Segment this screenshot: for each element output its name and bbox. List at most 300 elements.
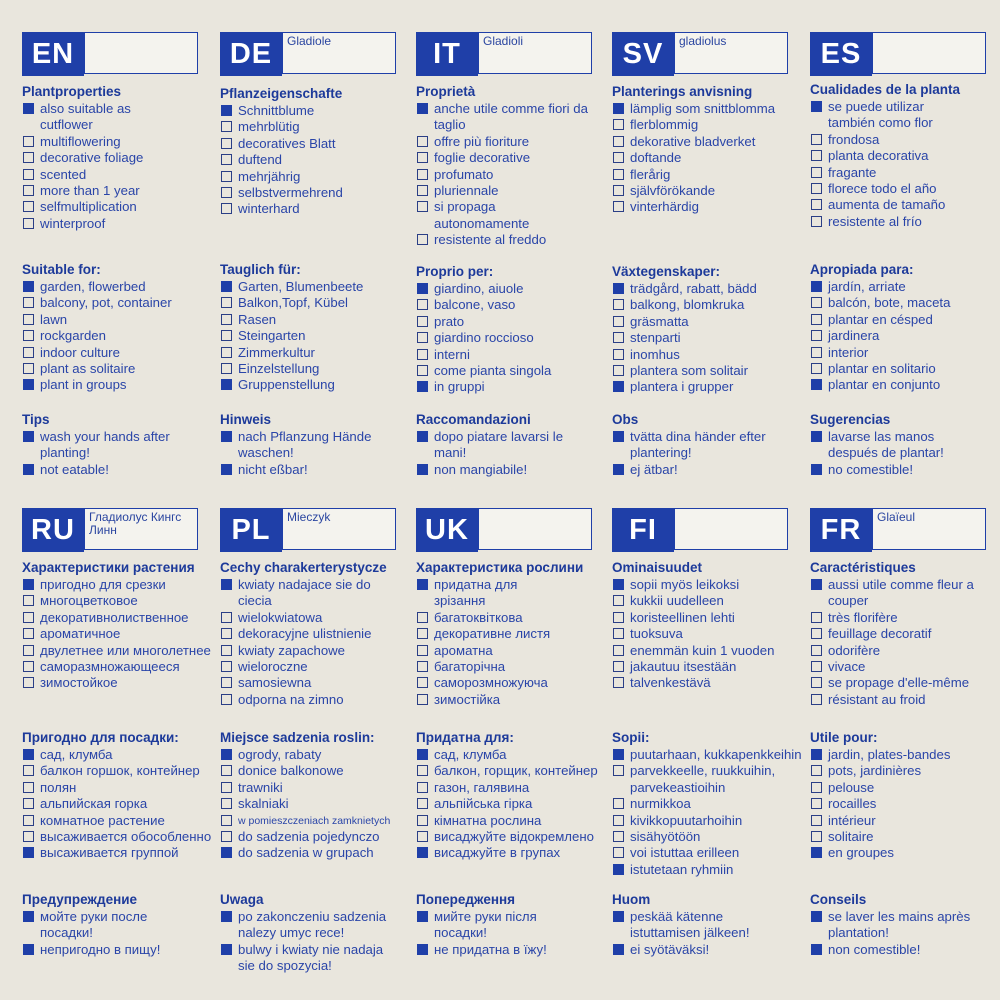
- checklist-item[interactable]: [810, 429, 1000, 445]
- empty-checkbox[interactable]: [417, 201, 428, 212]
- empty-checkbox[interactable]: [811, 782, 822, 793]
- checklist-item[interactable]: [612, 675, 812, 691]
- checklist-item[interactable]: [22, 429, 222, 445]
- checklist-item[interactable]: [810, 626, 1000, 642]
- empty-checkbox[interactable]: [23, 831, 34, 842]
- empty-checkbox[interactable]: [417, 152, 428, 163]
- checklist-item[interactable]: [22, 747, 222, 763]
- checklist-item[interactable]: [612, 134, 812, 150]
- plant-name-field[interactable]: [84, 32, 198, 74]
- checked-checkbox[interactable]: [221, 944, 232, 955]
- checked-checkbox[interactable]: [811, 944, 822, 955]
- checklist-item[interactable]: [220, 377, 420, 393]
- empty-checkbox[interactable]: [221, 171, 232, 182]
- checklist-item[interactable]: [810, 462, 1000, 478]
- checklist-item[interactable]: [810, 610, 1000, 626]
- checklist-item[interactable]: [220, 279, 420, 295]
- empty-checkbox[interactable]: [417, 349, 428, 360]
- checklist-item[interactable]: [612, 626, 812, 642]
- empty-checkbox[interactable]: [811, 645, 822, 656]
- checklist-item[interactable]: [220, 462, 420, 478]
- empty-checkbox[interactable]: [811, 677, 822, 688]
- checked-checkbox[interactable]: [23, 379, 34, 390]
- checklist-item[interactable]: [416, 909, 616, 925]
- empty-checkbox[interactable]: [811, 347, 822, 358]
- checked-checkbox[interactable]: [613, 283, 624, 294]
- empty-checkbox[interactable]: [811, 330, 822, 341]
- checked-checkbox[interactable]: [811, 379, 822, 390]
- empty-checkbox[interactable]: [613, 169, 624, 180]
- checklist-item[interactable]: [416, 429, 616, 445]
- empty-checkbox[interactable]: [811, 798, 822, 809]
- empty-checkbox[interactable]: [23, 595, 34, 606]
- checklist-item[interactable]: [612, 747, 812, 763]
- checked-checkbox[interactable]: [221, 464, 232, 475]
- empty-checkbox[interactable]: [811, 694, 822, 705]
- empty-checkbox[interactable]: [613, 831, 624, 842]
- empty-checkbox[interactable]: [811, 815, 822, 826]
- empty-checkbox[interactable]: [613, 661, 624, 672]
- checklist-item[interactable]: [810, 377, 1000, 393]
- empty-checkbox[interactable]: [613, 798, 624, 809]
- checked-checkbox[interactable]: [221, 579, 232, 590]
- empty-checkbox[interactable]: [613, 299, 624, 310]
- checklist-item[interactable]: [612, 167, 812, 183]
- empty-checkbox[interactable]: [23, 677, 34, 688]
- checklist-item[interactable]: [416, 101, 616, 117]
- empty-checkbox[interactable]: [613, 349, 624, 360]
- checklist-item[interactable]: [612, 183, 812, 199]
- checklist-item[interactable]: [416, 281, 616, 297]
- empty-checkbox[interactable]: [23, 297, 34, 308]
- checked-checkbox[interactable]: [811, 101, 822, 112]
- checked-checkbox[interactable]: [221, 911, 232, 922]
- checklist-item[interactable]: [810, 181, 1000, 197]
- empty-checkbox[interactable]: [613, 136, 624, 147]
- checked-checkbox[interactable]: [23, 281, 34, 292]
- checklist-item[interactable]: [612, 150, 812, 166]
- empty-checkbox[interactable]: [613, 365, 624, 376]
- checklist-item[interactable]: [612, 199, 812, 215]
- checklist-item[interactable]: [220, 152, 420, 168]
- empty-checkbox[interactable]: [221, 694, 232, 705]
- plant-name-field[interactable]: Гладиолус Кингс Линн: [84, 508, 198, 550]
- empty-checkbox[interactable]: [417, 645, 428, 656]
- checklist-item[interactable]: [612, 429, 812, 445]
- checklist-item[interactable]: [416, 813, 616, 829]
- checklist-item[interactable]: [220, 780, 420, 796]
- checked-checkbox[interactable]: [613, 864, 624, 875]
- empty-checkbox[interactable]: [221, 612, 232, 623]
- checklist-item[interactable]: [416, 643, 616, 659]
- checklist-item[interactable]: [220, 429, 420, 445]
- empty-checkbox[interactable]: [613, 316, 624, 327]
- checklist-item[interactable]: [220, 361, 420, 377]
- checklist-item[interactable]: [22, 763, 222, 779]
- checklist-item[interactable]: [22, 829, 222, 845]
- empty-checkbox[interactable]: [613, 815, 624, 826]
- checklist-item[interactable]: [416, 379, 616, 395]
- checklist-item[interactable]: [22, 462, 222, 478]
- checklist-item[interactable]: [22, 183, 222, 199]
- checklist-item[interactable]: [22, 643, 222, 659]
- checked-checkbox[interactable]: [613, 464, 624, 475]
- checked-checkbox[interactable]: [811, 281, 822, 292]
- checklist-item[interactable]: [22, 328, 222, 344]
- checklist-item[interactable]: [220, 643, 420, 659]
- checklist-item[interactable]: [810, 829, 1000, 845]
- checklist-item[interactable]: [612, 462, 812, 478]
- checked-checkbox[interactable]: [417, 283, 428, 294]
- empty-checkbox[interactable]: [417, 365, 428, 376]
- checklist-item[interactable]: [220, 692, 420, 708]
- checklist-item[interactable]: [416, 462, 616, 478]
- checklist-item[interactable]: [220, 942, 420, 958]
- empty-checkbox[interactable]: [417, 765, 428, 776]
- checklist-item[interactable]: [810, 796, 1000, 812]
- checklist-item[interactable]: [22, 150, 222, 166]
- checklist-item[interactable]: [22, 942, 222, 958]
- plant-name-field[interactable]: [478, 508, 592, 550]
- plant-name-field[interactable]: Mieczyk: [282, 508, 396, 550]
- empty-checkbox[interactable]: [811, 612, 822, 623]
- empty-checkbox[interactable]: [23, 136, 34, 147]
- checklist-item[interactable]: [810, 675, 1000, 691]
- empty-checkbox[interactable]: [417, 831, 428, 842]
- checklist-item[interactable]: [416, 763, 616, 779]
- empty-checkbox[interactable]: [221, 645, 232, 656]
- empty-checkbox[interactable]: [221, 815, 232, 826]
- plant-name-field[interactable]: gladiolus: [674, 32, 788, 74]
- plant-name-field[interactable]: Gladiole: [282, 32, 396, 74]
- checklist-item[interactable]: [810, 214, 1000, 230]
- empty-checkbox[interactable]: [221, 628, 232, 639]
- checklist-item[interactable]: [612, 577, 812, 593]
- checklist-item[interactable]: [810, 813, 1000, 829]
- checklist-item[interactable]: [416, 314, 616, 330]
- checked-checkbox[interactable]: [23, 944, 34, 955]
- checklist-item[interactable]: [416, 232, 616, 248]
- checklist-item[interactable]: [416, 747, 616, 763]
- empty-checkbox[interactable]: [23, 765, 34, 776]
- empty-checkbox[interactable]: [221, 363, 232, 374]
- empty-checkbox[interactable]: [23, 185, 34, 196]
- checklist-item[interactable]: [220, 796, 420, 812]
- empty-checkbox[interactable]: [811, 661, 822, 672]
- empty-checkbox[interactable]: [221, 187, 232, 198]
- plant-name-field[interactable]: [872, 32, 986, 74]
- checklist-item[interactable]: [810, 577, 1000, 593]
- checked-checkbox[interactable]: [221, 847, 232, 858]
- empty-checkbox[interactable]: [417, 234, 428, 245]
- checklist-item[interactable]: [22, 279, 222, 295]
- checked-checkbox[interactable]: [811, 464, 822, 475]
- checklist-item[interactable]: [416, 183, 616, 199]
- checklist-item[interactable]: [220, 813, 420, 829]
- checklist-item[interactable]: [416, 347, 616, 363]
- checklist-item[interactable]: [810, 295, 1000, 311]
- checklist-item[interactable]: [220, 119, 420, 135]
- checklist-item[interactable]: [810, 132, 1000, 148]
- checklist-item[interactable]: [612, 829, 812, 845]
- empty-checkbox[interactable]: [613, 119, 624, 130]
- empty-checkbox[interactable]: [417, 169, 428, 180]
- empty-checkbox[interactable]: [811, 628, 822, 639]
- checklist-item[interactable]: [416, 659, 616, 675]
- empty-checkbox[interactable]: [221, 297, 232, 308]
- checklist-item[interactable]: [22, 377, 222, 393]
- plant-name-field[interactable]: [674, 508, 788, 550]
- checklist-item[interactable]: [612, 363, 812, 379]
- checklist-item[interactable]: [416, 796, 616, 812]
- checklist-item[interactable]: [810, 165, 1000, 181]
- checklist-item[interactable]: [22, 610, 222, 626]
- empty-checkbox[interactable]: [613, 677, 624, 688]
- empty-checkbox[interactable]: [221, 330, 232, 341]
- checked-checkbox[interactable]: [417, 431, 428, 442]
- checked-checkbox[interactable]: [417, 103, 428, 114]
- checked-checkbox[interactable]: [613, 579, 624, 590]
- empty-checkbox[interactable]: [221, 765, 232, 776]
- checked-checkbox[interactable]: [613, 381, 624, 392]
- empty-checkbox[interactable]: [23, 798, 34, 809]
- checklist-item[interactable]: [416, 780, 616, 796]
- checklist-item[interactable]: [416, 610, 616, 626]
- empty-checkbox[interactable]: [23, 201, 34, 212]
- empty-checkbox[interactable]: [221, 121, 232, 132]
- checklist-item[interactable]: [810, 747, 1000, 763]
- checklist-item[interactable]: [22, 796, 222, 812]
- empty-checkbox[interactable]: [613, 595, 624, 606]
- checklist-item[interactable]: [612, 796, 812, 812]
- empty-checkbox[interactable]: [417, 798, 428, 809]
- checklist-item[interactable]: [22, 345, 222, 361]
- empty-checkbox[interactable]: [23, 218, 34, 229]
- empty-checkbox[interactable]: [811, 297, 822, 308]
- checked-checkbox[interactable]: [811, 847, 822, 858]
- checklist-item[interactable]: [416, 167, 616, 183]
- empty-checkbox[interactable]: [417, 612, 428, 623]
- checklist-item[interactable]: [612, 610, 812, 626]
- empty-checkbox[interactable]: [613, 185, 624, 196]
- empty-checkbox[interactable]: [221, 831, 232, 842]
- checklist-item[interactable]: [220, 201, 420, 217]
- checked-checkbox[interactable]: [417, 847, 428, 858]
- checklist-item[interactable]: [220, 345, 420, 361]
- empty-checkbox[interactable]: [221, 661, 232, 672]
- checklist-item[interactable]: [220, 610, 420, 626]
- checklist-item[interactable]: [22, 312, 222, 328]
- checklist-item[interactable]: [810, 312, 1000, 328]
- checklist-item[interactable]: [612, 659, 812, 675]
- checked-checkbox[interactable]: [417, 749, 428, 760]
- empty-checkbox[interactable]: [613, 332, 624, 343]
- checklist-item[interactable]: [810, 763, 1000, 779]
- checked-checkbox[interactable]: [23, 911, 34, 922]
- empty-checkbox[interactable]: [811, 765, 822, 776]
- checklist-item[interactable]: [220, 909, 420, 925]
- checklist-item[interactable]: [22, 361, 222, 377]
- checklist-item[interactable]: [416, 134, 616, 150]
- checklist-item[interactable]: [220, 577, 420, 593]
- empty-checkbox[interactable]: [417, 628, 428, 639]
- checked-checkbox[interactable]: [23, 464, 34, 475]
- empty-checkbox[interactable]: [221, 347, 232, 358]
- checklist-item[interactable]: [220, 169, 420, 185]
- checklist-item[interactable]: [612, 281, 812, 297]
- checklist-item[interactable]: [220, 763, 420, 779]
- checklist-item[interactable]: [22, 659, 222, 675]
- empty-checkbox[interactable]: [23, 363, 34, 374]
- checked-checkbox[interactable]: [23, 103, 34, 114]
- checked-checkbox[interactable]: [613, 911, 624, 922]
- empty-checkbox[interactable]: [613, 612, 624, 623]
- checklist-item[interactable]: [416, 845, 616, 861]
- checked-checkbox[interactable]: [417, 944, 428, 955]
- empty-checkbox[interactable]: [811, 216, 822, 227]
- empty-checkbox[interactable]: [811, 363, 822, 374]
- empty-checkbox[interactable]: [23, 815, 34, 826]
- checklist-item[interactable]: [612, 379, 812, 395]
- checklist-item[interactable]: [612, 314, 812, 330]
- checklist-item[interactable]: [22, 780, 222, 796]
- empty-checkbox[interactable]: [613, 765, 624, 776]
- checklist-item[interactable]: [22, 675, 222, 691]
- checklist-item[interactable]: [612, 297, 812, 313]
- checked-checkbox[interactable]: [811, 911, 822, 922]
- checklist-item[interactable]: [416, 577, 616, 593]
- checked-checkbox[interactable]: [23, 847, 34, 858]
- checklist-item[interactable]: [612, 101, 812, 117]
- checklist-item[interactable]: [416, 829, 616, 845]
- plant-name-field[interactable]: Glaïeul: [872, 508, 986, 550]
- empty-checkbox[interactable]: [811, 167, 822, 178]
- checklist-item[interactable]: [612, 643, 812, 659]
- empty-checkbox[interactable]: [811, 134, 822, 145]
- checklist-item[interactable]: [22, 101, 222, 117]
- empty-checkbox[interactable]: [23, 628, 34, 639]
- checklist-item[interactable]: [22, 845, 222, 861]
- checklist-item[interactable]: [612, 845, 812, 861]
- checklist-item[interactable]: [416, 363, 616, 379]
- checklist-item[interactable]: [220, 185, 420, 201]
- checklist-item[interactable]: [416, 330, 616, 346]
- checked-checkbox[interactable]: [613, 431, 624, 442]
- checklist-item[interactable]: [810, 659, 1000, 675]
- checked-checkbox[interactable]: [811, 749, 822, 760]
- empty-checkbox[interactable]: [811, 183, 822, 194]
- empty-checkbox[interactable]: [221, 677, 232, 688]
- checked-checkbox[interactable]: [613, 749, 624, 760]
- checked-checkbox[interactable]: [417, 381, 428, 392]
- checklist-item[interactable]: [22, 593, 222, 609]
- checked-checkbox[interactable]: [811, 431, 822, 442]
- checklist-item[interactable]: [416, 150, 616, 166]
- checklist-item[interactable]: [22, 577, 222, 593]
- empty-checkbox[interactable]: [613, 152, 624, 163]
- checked-checkbox[interactable]: [613, 944, 624, 955]
- checked-checkbox[interactable]: [221, 281, 232, 292]
- empty-checkbox[interactable]: [23, 347, 34, 358]
- empty-checkbox[interactable]: [417, 332, 428, 343]
- checklist-item[interactable]: [220, 829, 420, 845]
- empty-checkbox[interactable]: [221, 154, 232, 165]
- checked-checkbox[interactable]: [417, 911, 428, 922]
- empty-checkbox[interactable]: [221, 314, 232, 325]
- checklist-item[interactable]: [612, 593, 812, 609]
- checklist-item[interactable]: [220, 659, 420, 675]
- checked-checkbox[interactable]: [221, 431, 232, 442]
- checklist-item[interactable]: [612, 117, 812, 133]
- empty-checkbox[interactable]: [221, 782, 232, 793]
- empty-checkbox[interactable]: [417, 136, 428, 147]
- empty-checkbox[interactable]: [23, 169, 34, 180]
- empty-checkbox[interactable]: [23, 782, 34, 793]
- checked-checkbox[interactable]: [811, 579, 822, 590]
- checklist-item[interactable]: [612, 347, 812, 363]
- empty-checkbox[interactable]: [417, 185, 428, 196]
- checked-checkbox[interactable]: [613, 103, 624, 114]
- checklist-item[interactable]: [612, 942, 812, 958]
- empty-checkbox[interactable]: [221, 138, 232, 149]
- checklist-item[interactable]: [612, 909, 812, 925]
- checklist-item[interactable]: [22, 813, 222, 829]
- empty-checkbox[interactable]: [417, 677, 428, 688]
- checklist-item[interactable]: [22, 199, 222, 215]
- checklist-item[interactable]: [220, 312, 420, 328]
- checked-checkbox[interactable]: [221, 105, 232, 116]
- checklist-item[interactable]: [22, 295, 222, 311]
- empty-checkbox[interactable]: [417, 782, 428, 793]
- empty-checkbox[interactable]: [23, 152, 34, 163]
- checklist-item[interactable]: [612, 330, 812, 346]
- checklist-item[interactable]: [22, 167, 222, 183]
- empty-checkbox[interactable]: [417, 694, 428, 705]
- checklist-item[interactable]: [810, 99, 1000, 115]
- checklist-item[interactable]: [22, 909, 222, 925]
- empty-checkbox[interactable]: [613, 628, 624, 639]
- checklist-item[interactable]: [220, 136, 420, 152]
- checklist-item[interactable]: [416, 942, 616, 958]
- checklist-item[interactable]: [810, 909, 1000, 925]
- empty-checkbox[interactable]: [811, 831, 822, 842]
- empty-checkbox[interactable]: [811, 314, 822, 325]
- checklist-item[interactable]: [810, 328, 1000, 344]
- plant-name-field[interactable]: Gladioli: [478, 32, 592, 74]
- checklist-item[interactable]: [612, 862, 812, 878]
- empty-checkbox[interactable]: [811, 150, 822, 161]
- checklist-item[interactable]: [810, 148, 1000, 164]
- empty-checkbox[interactable]: [417, 316, 428, 327]
- checklist-item[interactable]: [810, 345, 1000, 361]
- empty-checkbox[interactable]: [613, 847, 624, 858]
- checklist-item[interactable]: [810, 692, 1000, 708]
- empty-checkbox[interactable]: [23, 330, 34, 341]
- checklist-item[interactable]: [220, 747, 420, 763]
- checklist-item[interactable]: [810, 643, 1000, 659]
- checklist-item[interactable]: [810, 279, 1000, 295]
- empty-checkbox[interactable]: [811, 199, 822, 210]
- checked-checkbox[interactable]: [23, 749, 34, 760]
- checklist-item[interactable]: [810, 361, 1000, 377]
- checklist-item[interactable]: [810, 197, 1000, 213]
- empty-checkbox[interactable]: [417, 661, 428, 672]
- empty-checkbox[interactable]: [23, 661, 34, 672]
- checklist-item[interactable]: [416, 675, 616, 691]
- checklist-item[interactable]: [22, 626, 222, 642]
- checklist-item[interactable]: [416, 692, 616, 708]
- checklist-item[interactable]: [22, 134, 222, 150]
